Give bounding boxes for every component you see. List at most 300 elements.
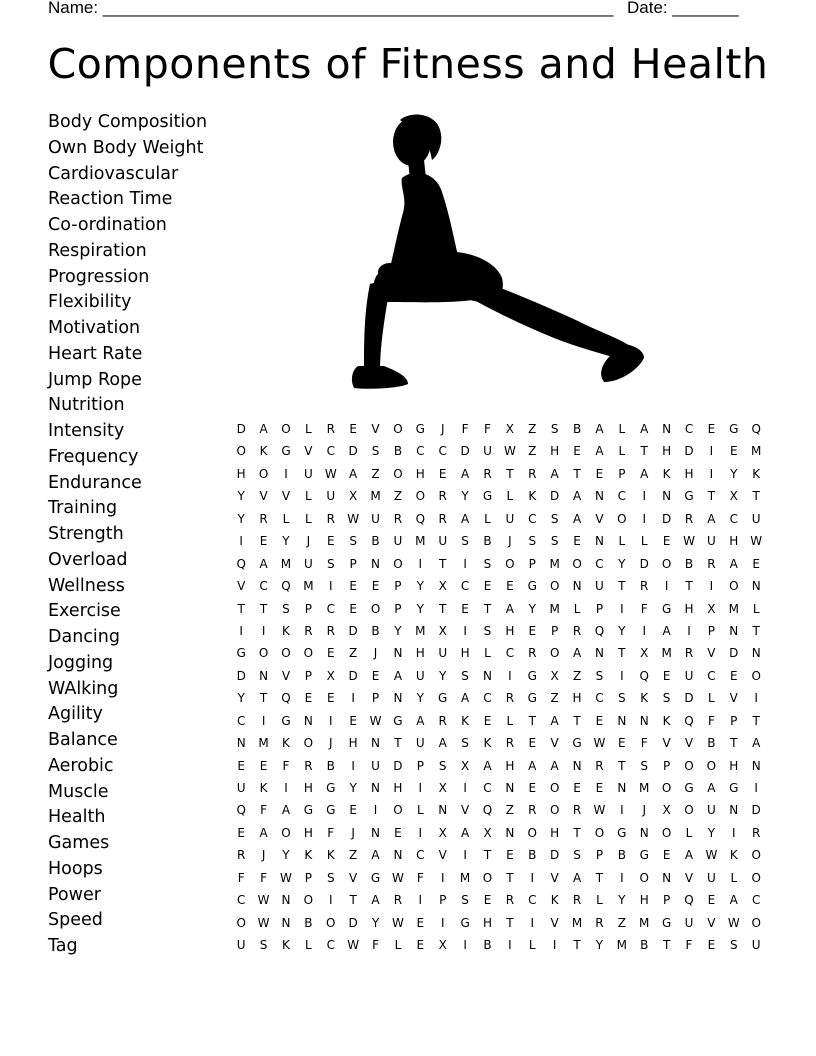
grid-letter[interactable]: L [596,893,603,908]
grid-letter[interactable]: I [620,668,624,683]
grid-letter[interactable]: V [438,848,447,863]
grid-letter[interactable]: S [371,444,380,459]
grid-letter[interactable]: T [506,915,514,930]
grid-letter[interactable]: Q [482,803,493,818]
grid-letter[interactable]: Q [236,556,246,571]
grid-letter[interactable]: S [618,691,626,706]
grid-letter[interactable]: X [326,668,335,683]
grid-letter[interactable]: I [328,713,333,728]
grid-letter[interactable]: C [505,646,515,661]
grid-letter[interactable]: T [439,556,447,571]
grid-letter[interactable]: S [282,601,290,616]
grid-letter[interactable]: O [415,489,426,504]
grid-letter[interactable]: T [394,736,402,751]
grid-letter[interactable]: Y [618,556,626,571]
grid-letter[interactable]: L [282,511,290,526]
grid-letter[interactable]: C [483,691,492,706]
grid-letter[interactable]: Y [707,825,716,840]
grid-letter[interactable]: M [661,646,672,661]
grid-letter[interactable]: O [482,870,493,885]
grid-letter[interactable]: B [684,556,694,571]
grid-letter[interactable]: W [347,511,360,526]
grid-letter[interactable]: U [236,781,246,795]
grid-letter[interactable]: L [484,646,491,661]
grid-letter[interactable]: T [349,893,357,908]
grid-letter[interactable]: E [483,893,492,908]
grid-letter[interactable]: P [730,713,738,728]
grid-letter[interactable]: B [326,758,335,773]
grid-letter[interactable]: W [750,534,763,549]
grid-letter[interactable]: X [707,601,716,616]
grid-letter[interactable]: R [438,713,447,728]
grid-letter[interactable]: Y [461,489,469,504]
grid-letter[interactable]: B [617,848,626,863]
grid-letter[interactable]: N [371,556,381,571]
grid-letter[interactable]: H [415,646,425,661]
grid-letter[interactable]: N [259,668,269,683]
grid-letter[interactable]: C [237,893,246,908]
grid-letter[interactable]: A [349,466,358,481]
date-field-label[interactable]: Date: _______ [627,0,739,17]
grid-letter[interactable]: E [528,736,537,751]
grid-letter[interactable]: N [572,579,582,594]
grid-letter[interactable]: N [505,781,515,795]
grid-letter[interactable]: P [551,623,559,638]
grid-letter[interactable]: O [281,825,291,840]
grid-letter[interactable]: V [595,511,604,526]
grid-letter[interactable]: U [438,646,448,661]
grid-letter[interactable]: G [527,691,537,706]
grid-letter[interactable]: R [438,489,447,504]
grid-letter[interactable]: G [661,915,672,930]
grid-letter[interactable]: B [304,915,313,930]
grid-letter[interactable]: O [706,758,717,773]
grid-letter[interactable]: K [259,444,268,459]
grid-letter[interactable]: G [370,870,381,885]
grid-letter[interactable]: R [483,466,492,481]
grid-letter[interactable]: J [440,422,445,436]
grid-letter[interactable]: I [284,781,288,795]
grid-letter[interactable]: E [707,893,716,908]
grid-letter[interactable]: V [281,668,291,683]
grid-letter[interactable]: H [303,825,313,840]
grid-letter[interactable]: O [258,466,269,481]
grid-letter[interactable]: O [505,556,515,571]
grid-letter[interactable]: F [327,825,335,840]
grid-letter[interactable]: T [752,713,760,728]
grid-letter[interactable]: Y [237,691,245,706]
grid-letter[interactable]: E [573,781,581,795]
grid-letter[interactable]: I [530,915,535,930]
grid-letter[interactable]: D [550,848,560,863]
grid-letter[interactable]: H [729,758,739,773]
grid-letter[interactable]: I [328,579,333,594]
grid-letter[interactable]: E [662,668,671,683]
grid-letter[interactable]: W [257,915,270,930]
grid-letter[interactable]: N [639,713,649,728]
grid-letter[interactable]: E [416,938,425,953]
grid-letter[interactable]: A [572,646,582,661]
grid-letter[interactable]: A [595,422,604,436]
grid-letter[interactable]: W [257,893,270,908]
grid-letter[interactable]: O [303,736,314,751]
grid-letter[interactable]: Q [684,893,694,908]
grid-letter[interactable]: W [593,803,606,818]
grid-letter[interactable]: I [440,870,445,885]
grid-letter[interactable]: E [304,691,313,706]
grid-letter[interactable]: B [528,848,537,863]
grid-letter[interactable]: U [415,668,425,683]
grid-letter[interactable]: Y [282,534,290,549]
grid-letter[interactable]: I [642,511,646,526]
grid-letter[interactable]: U [236,938,246,953]
grid-letter[interactable]: O [281,646,291,661]
grid-letter[interactable]: C [528,893,537,908]
grid-letter[interactable]: H [236,466,246,481]
grid-letter[interactable]: T [618,579,626,594]
grid-letter[interactable]: T [573,938,581,953]
grid-letter[interactable]: Y [237,489,245,504]
grid-letter[interactable]: A [550,713,559,728]
grid-letter[interactable]: Q [639,668,649,683]
grid-letter[interactable]: O [617,511,627,526]
grid-letter[interactable]: D [348,668,358,683]
grid-letter[interactable]: F [416,870,424,885]
grid-letter[interactable]: E [506,848,514,863]
grid-letter[interactable]: E [662,848,671,863]
grid-letter[interactable]: E [573,444,581,459]
grid-letter[interactable]: W [727,915,740,930]
grid-letter[interactable]: A [550,466,559,481]
grid-letter[interactable]: F [640,601,648,616]
grid-letter[interactable]: Y [394,623,402,638]
grid-letter[interactable]: H [482,915,492,930]
grid-letter[interactable]: Z [349,646,358,661]
grid-letter[interactable]: C [684,422,694,436]
grid-letter[interactable]: Z [349,848,358,863]
grid-letter[interactable]: L [506,713,514,728]
grid-letter[interactable]: H [348,736,358,751]
grid-letter[interactable]: E [349,803,357,818]
grid-letter[interactable]: C [595,556,604,571]
grid-letter[interactable]: B [640,938,649,953]
grid-letter[interactable]: O [236,444,246,459]
grid-letter[interactable]: L [573,601,581,616]
grid-letter[interactable]: S [573,848,581,863]
grid-letter[interactable]: S [550,422,559,436]
grid-letter[interactable]: A [393,668,403,683]
grid-letter[interactable]: D [236,422,246,436]
grid-letter[interactable]: X [483,825,492,840]
grid-letter[interactable]: G [661,601,672,616]
grid-letter[interactable]: R [684,646,694,661]
grid-letter[interactable]: S [662,691,671,706]
grid-letter[interactable]: E [483,579,492,594]
grid-letter[interactable]: D [751,803,761,818]
grid-letter[interactable]: L [752,601,760,616]
grid-letter[interactable]: N [371,781,381,795]
grid-letter[interactable]: C [326,444,335,459]
grid-letter[interactable]: I [261,713,266,728]
grid-letter[interactable]: O [661,556,672,571]
grid-letter[interactable]: A [729,893,738,908]
grid-letter[interactable]: I [351,691,355,706]
grid-letter[interactable]: J [306,534,311,549]
grid-letter[interactable]: T [618,646,626,661]
grid-letter[interactable]: A [572,489,582,504]
grid-letter[interactable]: G [572,736,582,751]
grid-letter[interactable]: R [528,646,537,661]
grid-letter[interactable]: C [326,601,335,616]
grid-letter[interactable]: R [304,623,313,638]
grid-letter[interactable]: E [237,758,245,773]
grid-letter[interactable]: R [393,893,403,908]
grid-letter[interactable]: A [281,803,291,818]
grid-letter[interactable]: G [684,489,694,504]
grid-letter[interactable]: E [349,422,357,436]
grid-letter[interactable]: P [371,691,380,706]
grid-letter[interactable]: N [594,489,604,504]
grid-letter[interactable]: I [620,870,624,885]
grid-letter[interactable]: A [572,511,582,526]
grid-letter[interactable]: O [661,781,672,795]
grid-letter[interactable]: Y [595,938,604,953]
grid-letter[interactable]: E [349,601,357,616]
grid-letter[interactable]: M [571,915,583,930]
grid-letter[interactable]: E [595,713,604,728]
grid-letter[interactable]: Z [393,489,403,504]
grid-letter[interactable]: U [303,556,313,571]
grid-letter[interactable]: P [394,601,402,616]
grid-letter[interactable]: R [438,511,447,526]
grid-letter[interactable]: P [662,758,671,773]
grid-letter[interactable]: N [281,893,291,908]
grid-letter[interactable]: A [371,893,380,908]
grid-letter[interactable]: P [528,556,536,571]
grid-letter[interactable]: V [662,736,671,751]
grid-letter[interactable]: S [729,938,738,953]
grid-letter[interactable]: A [460,691,470,706]
grid-letter[interactable]: I [732,825,736,840]
grid-letter[interactable]: R [237,848,246,863]
grid-letter[interactable]: I [642,489,646,504]
grid-letter[interactable]: S [461,668,469,683]
grid-letter[interactable]: Z [572,668,582,683]
grid-letter[interactable]: I [552,938,557,953]
grid-letter[interactable]: I [754,691,758,706]
grid-letter[interactable]: Y [528,601,536,616]
grid-letter[interactable]: X [505,422,514,436]
grid-letter[interactable]: W [705,848,718,863]
grid-letter[interactable]: C [617,489,627,504]
grid-letter[interactable]: Y [237,511,245,526]
grid-letter[interactable]: F [685,938,693,953]
grid-letter[interactable]: R [595,915,604,930]
grid-letter[interactable]: I [709,579,714,594]
grid-letter[interactable]: O [729,579,739,594]
grid-letter[interactable]: U [438,534,448,549]
grid-letter[interactable]: O [393,556,403,571]
grid-letter[interactable]: W [280,870,292,885]
grid-letter[interactable]: G [326,803,336,818]
grid-letter[interactable]: X [438,938,447,953]
grid-letter[interactable]: Q [236,803,246,818]
grid-letter[interactable]: H [460,646,470,661]
grid-letter[interactable]: D [348,915,358,930]
grid-letter[interactable]: V [550,915,559,930]
grid-letter[interactable]: T [483,601,492,616]
grid-letter[interactable]: L [708,691,715,706]
grid-letter[interactable]: W [683,534,695,549]
grid-letter[interactable]: V [259,489,268,504]
grid-letter[interactable]: T [752,623,760,638]
grid-letter[interactable]: A [640,466,649,481]
grid-letter[interactable]: L [685,825,693,840]
grid-letter[interactable]: I [239,534,243,549]
grid-letter[interactable]: E [371,668,380,683]
grid-letter[interactable]: O [326,915,336,930]
grid-letter[interactable]: M [639,781,650,795]
grid-letter[interactable]: H [505,623,515,638]
grid-letter[interactable]: U [303,466,313,481]
grid-letter[interactable]: M [616,938,628,953]
grid-letter[interactable]: V [684,870,694,885]
grid-letter[interactable]: R [572,893,582,908]
grid-letter[interactable]: H [550,444,560,459]
grid-letter[interactable]: I [261,623,266,638]
grid-letter[interactable]: S [438,758,447,773]
grid-letter[interactable]: M [639,915,650,930]
grid-letter[interactable]: X [550,668,559,683]
grid-letter[interactable]: R [505,893,515,908]
grid-letter[interactable]: L [394,938,402,953]
grid-letter[interactable]: V [349,870,358,885]
grid-letter[interactable]: M [549,601,560,616]
grid-letter[interactable]: D [661,511,672,526]
grid-letter[interactable]: S [326,870,335,885]
grid-letter[interactable]: H [639,893,649,908]
grid-letter[interactable]: O [393,803,403,818]
grid-letter[interactable]: P [618,466,626,481]
grid-letter[interactable]: J [508,534,512,549]
grid-letter[interactable]: N [236,736,246,751]
grid-letter[interactable]: A [528,758,537,773]
grid-letter[interactable]: E [662,534,671,549]
grid-letter[interactable]: F [707,713,715,728]
grid-letter[interactable]: P [394,579,402,594]
grid-letter[interactable]: K [550,893,559,908]
grid-letter[interactable]: B [483,534,492,549]
grid-letter[interactable]: T [730,736,738,751]
grid-letter[interactable]: M [280,556,292,571]
grid-letter[interactable]: A [707,511,716,526]
grid-letter[interactable]: G [281,713,291,728]
grid-letter[interactable]: F [640,736,648,751]
grid-letter[interactable]: A [505,601,514,616]
grid-letter[interactable]: T [439,601,447,616]
grid-letter[interactable]: I [620,803,624,818]
grid-letter[interactable]: X [438,781,447,795]
grid-letter[interactable]: C [237,713,246,728]
grid-letter[interactable]: H [393,781,403,795]
grid-letter[interactable]: I [508,668,512,683]
grid-letter[interactable]: U [483,444,492,459]
grid-letter[interactable]: A [707,781,716,795]
grid-letter[interactable]: A [729,556,738,571]
grid-letter[interactable]: R [326,422,335,436]
grid-letter[interactable]: N [483,668,492,683]
grid-letter[interactable]: U [707,534,716,549]
grid-letter[interactable]: I [463,848,467,863]
grid-letter[interactable]: R [304,758,313,773]
grid-letter[interactable]: I [284,466,288,481]
grid-letter[interactable]: O [527,825,537,840]
grid-letter[interactable]: N [662,489,672,504]
grid-letter[interactable]: B [483,938,492,953]
grid-letter[interactable]: H [662,444,672,459]
grid-letter[interactable]: B [371,534,380,549]
grid-letter[interactable]: T [573,825,581,840]
grid-letter[interactable]: N [594,534,604,549]
grid-letter[interactable]: C [326,938,335,953]
grid-letter[interactable]: E [326,691,335,706]
grid-letter[interactable]: O [684,758,694,773]
grid-letter[interactable]: Q [415,511,426,526]
grid-letter[interactable]: R [326,511,335,526]
grid-letter[interactable]: X [640,646,649,661]
grid-letter[interactable]: D [684,444,694,459]
grid-letter[interactable]: I [418,556,423,571]
grid-letter[interactable]: E [438,466,447,481]
grid-letter[interactable]: O [393,466,403,481]
grid-letter[interactable]: R [572,803,582,818]
grid-letter[interactable]: O [258,646,269,661]
grid-letter[interactable]: E [483,713,492,728]
grid-letter[interactable]: A [550,758,559,773]
grid-letter[interactable]: G [236,646,246,661]
grid-letter[interactable]: X [438,579,447,594]
grid-letter[interactable]: T [595,870,604,885]
grid-letter[interactable]: N [371,736,381,751]
grid-letter[interactable]: T [573,466,581,481]
grid-letter[interactable]: E [394,825,402,840]
grid-letter[interactable]: L [618,422,626,436]
grid-letter[interactable]: C [483,781,492,795]
grid-letter[interactable]: K [282,736,290,751]
grid-letter[interactable]: U [751,938,761,953]
grid-letter[interactable]: W [347,938,360,953]
grid-letter[interactable]: N [393,646,403,661]
grid-letter[interactable]: Y [349,781,357,795]
grid-letter[interactable]: O [661,825,672,840]
grid-letter[interactable]: G [438,691,448,706]
grid-letter[interactable]: I [328,893,333,908]
grid-letter[interactable]: L [618,444,626,459]
grid-letter[interactable]: Q [281,579,291,594]
grid-letter[interactable]: E [326,534,335,549]
grid-letter[interactable]: K [662,713,671,728]
grid-letter[interactable]: P [304,870,312,885]
grid-letter[interactable]: H [550,825,560,840]
grid-letter[interactable]: K [662,466,671,481]
grid-letter[interactable]: P [304,601,312,616]
grid-letter[interactable]: D [348,623,358,638]
grid-letter[interactable]: U [326,489,336,504]
grid-letter[interactable]: E [707,422,716,436]
grid-letter[interactable]: C [528,511,537,526]
grid-letter[interactable]: V [729,691,738,706]
grid-letter[interactable]: L [618,534,626,549]
